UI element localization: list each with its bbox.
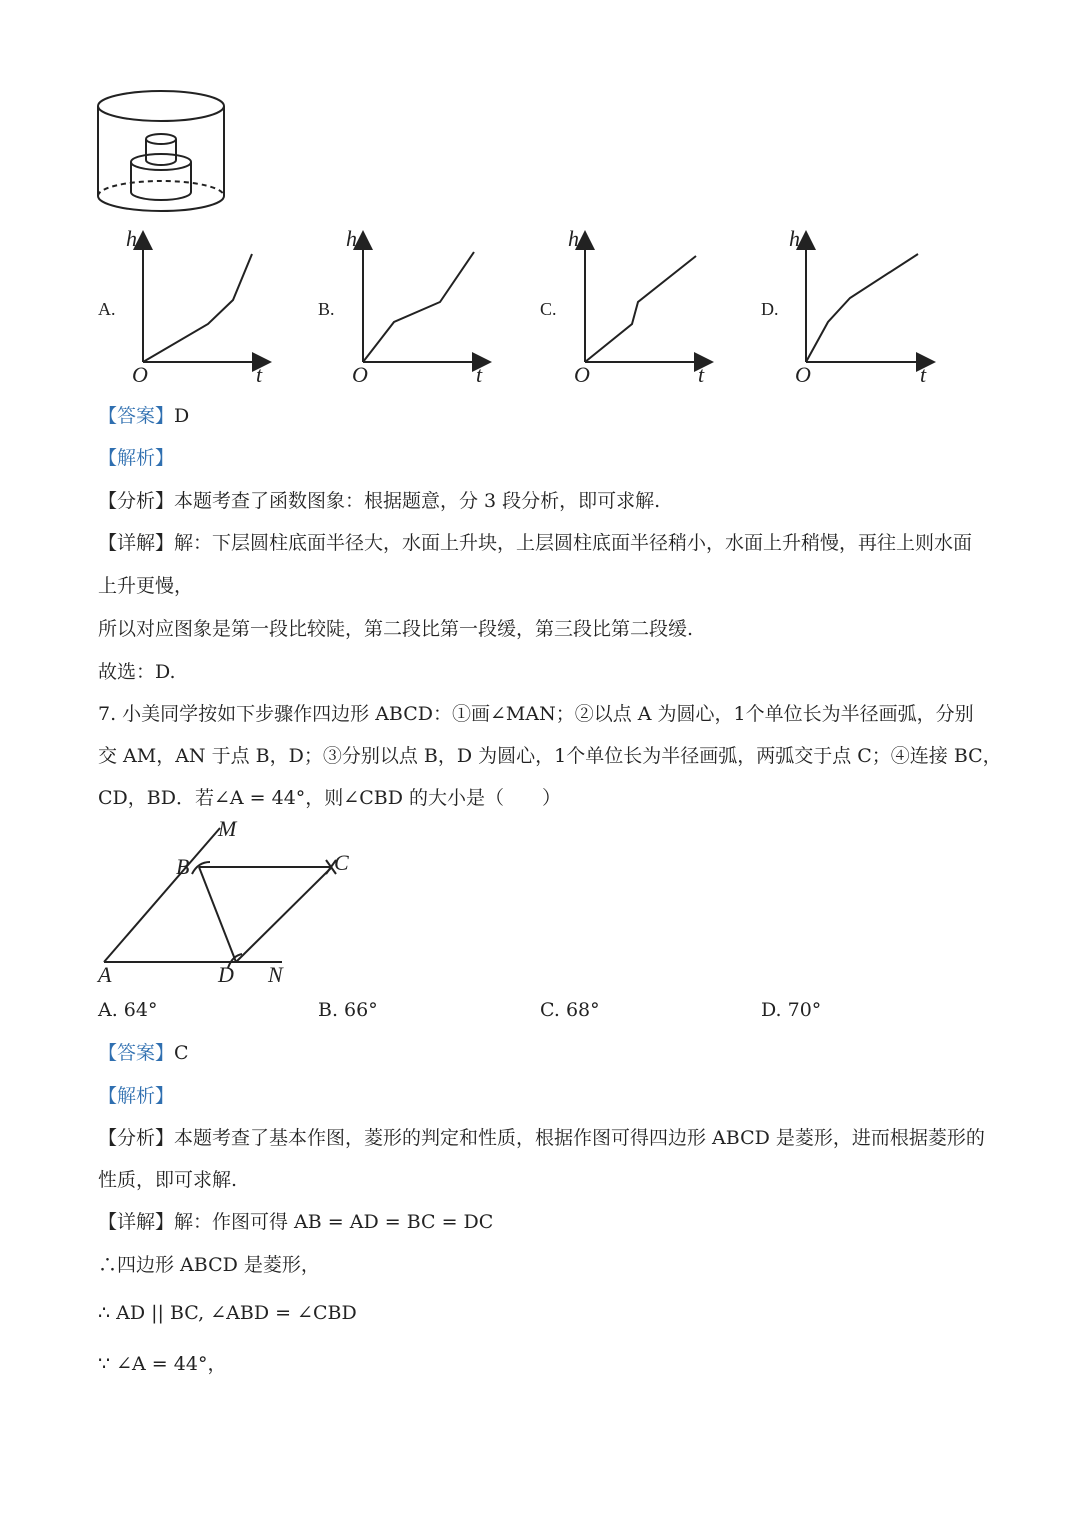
axis-h-label: h [568,226,579,251]
q7-xiangjie-line4: ∵ ∠A = 44°， [98,1353,227,1375]
q6-xiangjie [98,531,972,555]
q7-option-a: A. 64° [98,999,158,1021]
xiangjie-text: 解：下层圆柱底面半径大，水面上升块，上层圆柱底面半径稍小，水面上升稍慢，再往上则水面 [174,532,973,554]
graph-options [90,222,990,392]
point-d-label: D [218,962,234,987]
fenxi-tag: 【分析】 [98,490,175,512]
q6-analysis-heading [98,446,174,470]
graph-c [540,226,710,387]
axis-h-label: h [346,226,357,251]
q7-xiangjie [98,1210,493,1234]
origin-label: O [132,362,148,387]
fenxi-tag: 【分析】 [98,1127,175,1149]
graph-b [318,226,488,387]
fenxi-text: 本题考查了函数图象：根据题意，分 3 段分析，即可求解. [174,490,661,512]
q7-stem-line3: CD，BD．若∠A = 44°，则∠CBD 的大小是（ ） [98,787,561,809]
q7-option-d: D. 70° [761,999,822,1021]
point-n-label: N [268,962,283,987]
origin-label: O [574,362,590,387]
origin-label: O [352,362,368,387]
point-b-label: B [176,854,190,879]
q7-option-c: C. 68° [540,999,600,1021]
axis-h-label: h [126,226,137,251]
analysis-tag: 【解析】 [98,1085,175,1107]
axis-t-label: t [698,362,705,387]
q6-xiangjie-line3: 所以对应图象是第一段比较陡，第二段比第一段缓，第三段比第二段缓. [98,618,694,640]
axis-t-label: t [256,362,263,387]
q7-xiangjie-line2: ∴四边形 ABCD 是菱形， [98,1254,320,1276]
origin-label: O [795,362,811,387]
q6-xiangjie-line4: 故选：D. [98,661,176,683]
rhombus-figure [92,816,362,988]
q7-analysis-heading [98,1084,174,1108]
q7-xiangjie-line3: ∴ AD || BC, ∠ABD = ∠CBD [98,1302,357,1324]
cylinder-figure [92,82,232,222]
q6-xiangjie-line2: 上升更慢， [98,575,194,597]
answer-tag: 【答案】 [98,405,175,427]
axis-t-label: t [476,362,483,387]
answer-value: D [174,405,190,427]
point-a-label: A [98,962,112,987]
q7-stem-line1: 7. 小美同学按如下步骤作四边形 ABCD：①画∠MAN；②以点 A 为圆心，1个单位长为半径画弧，分别 [98,703,974,725]
fenxi-text: 本题考查了基本作图，菱形的判定和性质，根据作图可得四边形 ABCD 是菱形，进而根据菱形的 [174,1127,985,1149]
axis-t-label: t [920,362,927,387]
answer-value: C [174,1042,189,1064]
q7-stem-line2: 交 AM，AN 于点 B，D；③分别以点 B，D 为圆心，1个单位长为半径画弧，两弧交于点 C；④连接 BC， [98,745,1002,767]
analysis-tag: 【解析】 [98,447,175,469]
xiangjie-tag: 【详解】 [98,532,175,554]
option-a-label: A. [98,299,116,319]
q6-fenxi [98,489,660,513]
option-b-label: B. [318,299,335,319]
axis-h-label: h [789,226,800,251]
q7-fenxi-line2: 性质，即可求解. [98,1169,238,1191]
q7-fenxi [98,1126,985,1150]
option-d-label: D. [761,299,779,319]
q7-answer [98,1041,189,1065]
point-m-label: M [218,816,237,841]
graph-a [98,226,268,387]
graph-d [761,226,932,387]
answer-tag: 【答案】 [98,1042,175,1064]
point-c-label: C [334,850,349,875]
xiangjie-tag: 【详解】 [98,1211,175,1233]
q6-answer [98,404,189,428]
option-c-label: C. [540,299,557,319]
xiangjie-text: 解：作图可得 AB = AD = BC = DC [174,1211,494,1233]
q7-option-b: B. 66° [318,999,378,1021]
